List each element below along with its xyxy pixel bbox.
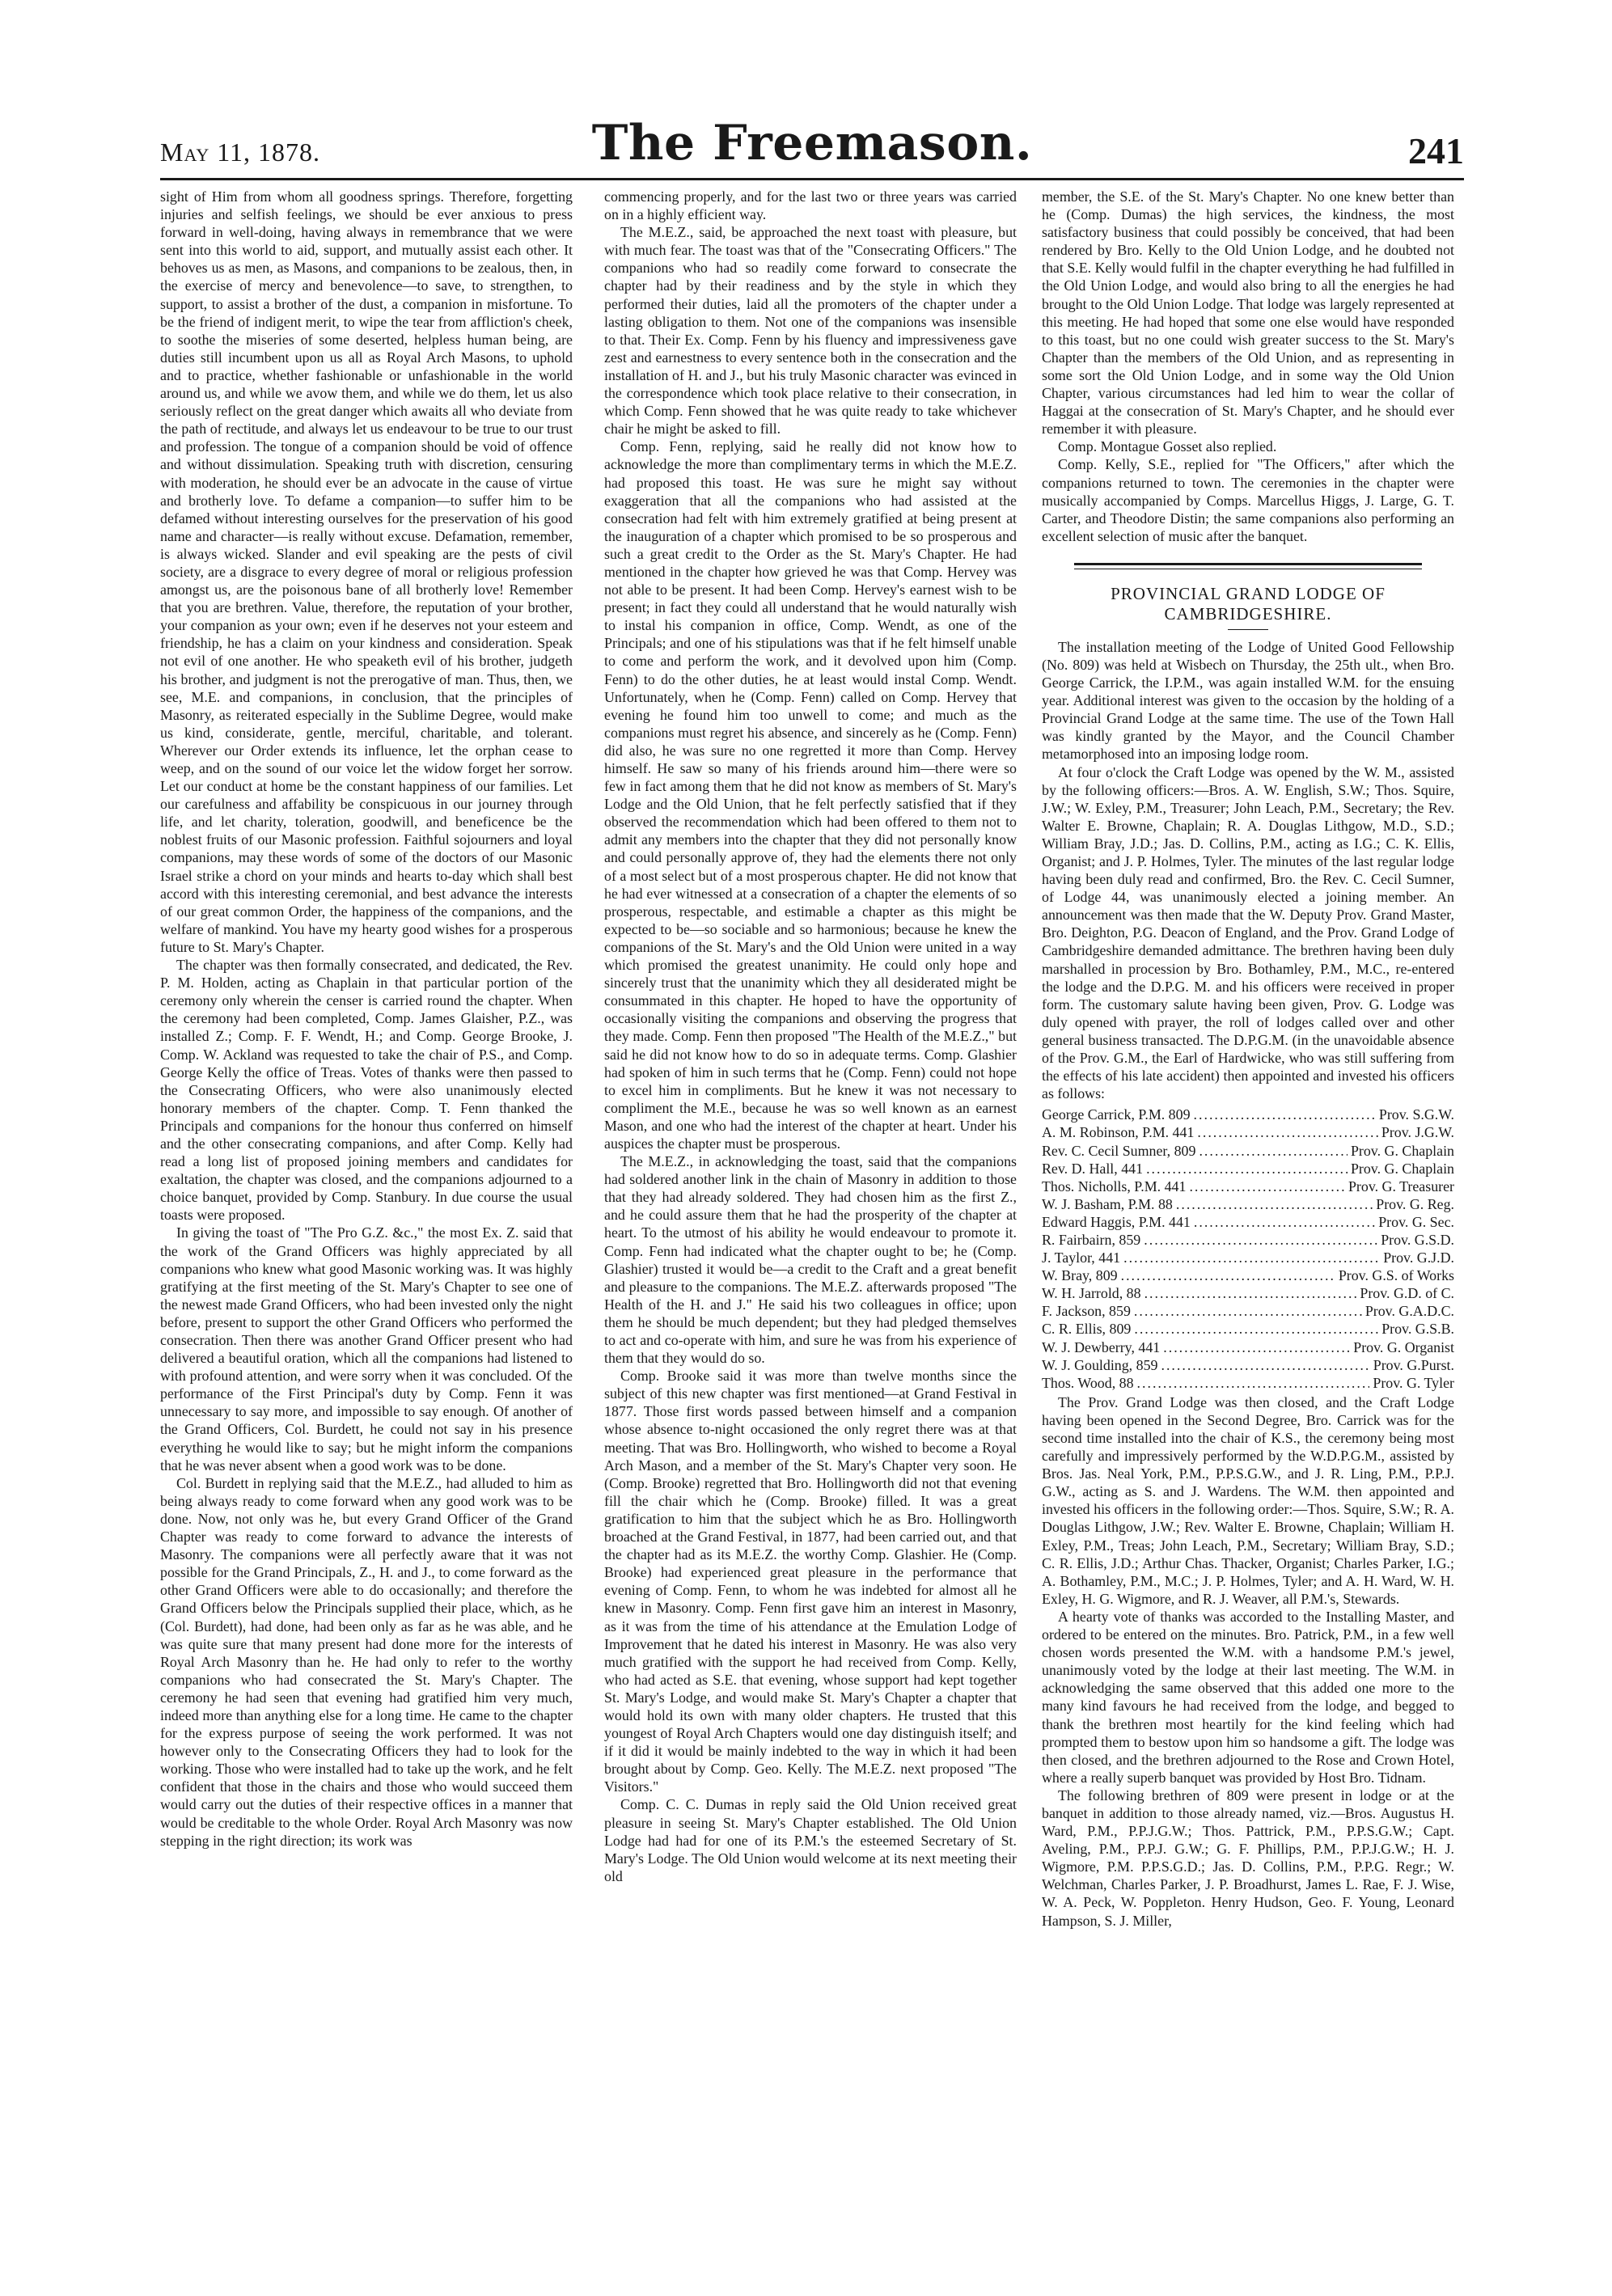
officer-name: Thos. Wood, 88: [1042, 1374, 1134, 1391]
paragraph: The M.E.Z., said, be approached the next toast with pleasure, but with much fear. The toast was that of the "Consecrating Officers." The companions who had so readily come forward to consecrate the chapter had by their readiness and by the style in which they performed their duties, laid all the promoters of the chapter under a lasting obligation to them. Not one of the companions was insensible to that. Their Ex. Comp. Fenn by his fluency and impressiveness gave zest and earnestness to every sentence both in the consecration and the installation of H. and J., but his truly Masonic character was evinced in the correspondence which took place relative to their consecration, in which Comp. Fenn showed that he was quite ready to take whichever chair he might be asked to fill.: [604, 224, 1017, 438]
paragraph: The Prov. Grand Lodge was then closed, and the Craft Lodge having been opened in the Second Degree, Bro. Carrick was for the second time installed into the chair of K.S., the ceremony being most carefully and impressively performed by the W.D.P.G.M., assisted by Bros. Jas. Neal York, P.M., P.P.S.G.W., and J. R. Ling, P.M., P.P.J. G.W., acting as S. and J. Wardens. The W.M. then appointed and invested his officers in the following order:—Thos. Squire, S.W.; R. A. Douglas Lithgow, J.W.; Rev. Walter E. Browne, Chaplain; William H. Exley, P.M., Treas; John Leach, P.M., Secretary; William Bray, S.D.; C. R. Ellis, J.D.; Arthur Chas. Thacker, Organist; Charles Parker, I.G.; A. Bothamley, P.M., M.C.; J. P. Holmes, Tyler; and A. H. Ward, W. H. Exley, H. G. Wigmore, and R. J. Weaver, all P.M.'s, Stewards.: [1042, 1393, 1454, 1607]
officer-row: [1042, 1178, 1454, 1195]
leader-dots: [1199, 1142, 1348, 1160]
officer-name: W. J. Goulding, 859: [1042, 1356, 1158, 1373]
officer-name: F. Jackson, 859: [1042, 1303, 1131, 1320]
column-3: [1042, 188, 1454, 1930]
paragraph: member, the S.E. of the St. Mary's Chapter. No one knew better than he (Comp. Dumas) the high services, the kindness, the most satisfactory business that could possibly be conceived, that had been rendered by Bro. Kelly to the Old Union Lodge, and he doubted not that S.E. Kelly would fulfil in the chapter everything he had fulfilled in the Old Union Lodge, and would also bring to all the energies he had brought to the Old Union Lodge. That lodge was largely represented at this meeting. He had hoped that some one else would have responded to this toast, but no one could wish greater success to the St. Mary's Chapter than the members of the Old Union, and as representing in some sort the Old Union Lodge, and in some way the Old Union Chapter, various circumstances had led him to wear the collar of Haggai at the consecration of St. Mary's Chapter, and he should ever remember it with pleasure.: [1042, 188, 1454, 438]
officer-name: George Carrick, P.M. 809: [1042, 1106, 1191, 1123]
paragraph: Comp. Kelly, S.E., replied for "The Officers," after which the companions returned to town. The ceremonies in the chapter were musically accompanied by Comps. Marcellus Higgs, J. Large, G. T. Carter, and Theodore Distin; the same companions also performing an excellent selection of music after the banquet.: [1042, 456, 1454, 544]
leader-dots: [1189, 1178, 1345, 1195]
officer-row: [1042, 1302, 1454, 1320]
officer-row: [1042, 1106, 1454, 1123]
issue-date: May 11, 1878.: [160, 137, 321, 167]
officer-name: W. J. Dewberry, 441: [1042, 1338, 1161, 1355]
paragraph: Comp. Montague Gosset also replied.: [1058, 438, 1277, 455]
officer-office: Prov. G.Purst.: [1373, 1356, 1454, 1373]
paragraph: The installation meeting of the Lodge of United Good Fellowship (No. 809) was held at Wisbech on Thursday, the 25th ult., when Bro. George Carrick, the I.P.M., was again installed W.M. for the ensuing year. Additional interest was given to the occasion by the holding of a Provincial Grand Lodge at the same time. The use of the Town Hall was kindly granted by the Mayor, and the Council Chamber metamorphosed into an imposing lodge room.: [1042, 638, 1454, 763]
section-heading: PROVINCIAL GRAND LODGE OF CAMBRIDGESHIRE.: [1111, 583, 1386, 624]
masthead-rule: [160, 178, 1464, 180]
leader-dots: [1134, 1320, 1378, 1338]
officer-row: [1042, 1249, 1454, 1266]
paragraph: The M.E.Z., in acknowledging the toast, said that the companions had soldered another link in the chain of Masonry in addition to those that they had already soldered. They had chosen him as the first Z., and he could assure them that he had the prosperity of the chapter at heart. To the utmost of his ability he would endeavour to promote it. Comp. Fenn had indicated what the chapter ought to be; he (Comp. Glashier) trusted it would be—a credit to the Craft and a great benefit and pleasure to the companions. The M.E.Z. afterwards proposed "The Health of the H. and J." He said his two colleagues in office; upon them he should be much dependent; but they had pledged themselves to act and co-operate with him, and sure he was from his experience of them that they would do so.: [604, 1153, 1017, 1367]
paragraph: Col. Burdett in replying said that the M.E.Z., had alluded to him as being always ready to come forward when any good work was to be done. Now, not only was he, but every Grand Officer of the Grand Chapter was ready to come forward to advance the interests of Masonry. The companions were all perfectly aware that it was not possible for the Grand Principals, Z., H. and J., to come forward as the other Grand Officers were able to do occasionally; and therefore the Grand Officers below the Principals supplied their place, which, as he (Col. Burdett), had done, had been only as far as he was able, and he was quite sure that many present had done more for the interests of Royal Arch Masonry than he. He had only to refer to the worthy companions who had consecrated the St. Mary's Chapter. The ceremony he had seen that evening had gratified him very much, indeed more than anything else for a long time. He came to the chapter for the express purpose of seeing the work performed. It was not however only to the Consecrating Officers they had to look for the working. Those who were installed had to take up the work, and he felt confident that those in the chairs and those who would succeed them would carry out the duties of their respective offices in a manner that would be creditable to the whole Order. Royal Arch Masonry was now stepping in the right direction; its work was: [160, 1474, 573, 1849]
officer-name: W. H. Jarrold, 88: [1042, 1285, 1141, 1302]
officer-office: Prov. G.J.D.: [1383, 1249, 1454, 1266]
officer-row: [1042, 1142, 1454, 1160]
leader-dots: [1123, 1249, 1380, 1266]
officer-row: [1042, 1231, 1454, 1249]
paragraph: At four o'clock the Craft Lodge was opened by the W. M., assisted by the following officers:—Bros. A. W. English, S.W.; Thos. Squire, J.W.; W. Exley, P.M., Treasurer; John Leach, P.M., Secretary; the Rev. Walter E. Browne, Chaplain; R. A. Douglas Lithgow, M.D., S.D.; William Bray, J.D.; Jas. D. Collins, P.M., acting as I.G.; C. K. Ellis, Organist; and J. P. Holmes, Tyler. The minutes of the last regular lodge having been duly read and confirmed, Bro. the Rev. C. Cecil Sumner, of Lodge 44, was unanimously elected a joining member. An announcement was then made that the W. Deputy Prov. Grand Master, Bro. Deighton, P.G. Deacon of England, and the Prov. Grand Lodge of Cambridgeshire demanded admittance. The brethren having been duly marshalled in procession by Bro. Bothamley, P.M., M.C., re-entered the lodge and the D.P.G. M. and his officers were received in proper form. The customary salute having been given, Prov. G. Lodge was duly opened with prayer, the roll of lodges called over and other general business transacted. The D.P.G.M. (in the unavoidable absence of the Prov. G.M., the Earl of Hardwicke, who was still suffering from the effects of his late accident) then appointed and invested his officers as follows:: [1042, 763, 1454, 1102]
heading-rule: [1228, 629, 1268, 630]
paragraph: The following brethren of 809 were present in lodge or at the banquet in addition to those already named, viz.—Bros. Augustus H. Ward, P.M., P.P.J.G.W.; Thos. Pattrick, P.M., P.P.S.G.W.; Capt. Aveling, P.M., P.P.J. G.W.; G. F. Phillips, P.M., P.P.J.G.W.; H. J. Wigmore, P.M. P.P.S.G.D.; Jas. D. Collins, P.M., P.P.G. Regr.; W. Welchman, Charles Parker, J. P. Broadhurst, James L. Rae, F. J. Wise, W. A. Peck, W. Poppleton. Henry Hudson, Geo. F. Young, Leonard Hampson, S. J. Miller,: [1042, 1786, 1454, 1929]
leader-dots: [1144, 1284, 1357, 1302]
officer-office: Prov. G. Organist: [1353, 1338, 1454, 1355]
leader-dots: [1121, 1266, 1335, 1284]
paragraph: Comp. C. C. Dumas in reply said the Old Union received great pleasure in seeing St. Mary's Chapter established. The Old Union Lodge had had for one of its P.M.'s the esteemed Secretary of St. Mary's Lodge. The Old Union would welcome at its next meeting their old: [604, 1796, 1017, 1884]
officer-row: [1042, 1266, 1454, 1284]
officer-row: [1042, 1320, 1454, 1338]
officer-name: W. J. Basham, P.M. 88: [1042, 1195, 1173, 1212]
leader-dots: [1194, 1213, 1375, 1231]
paragraph: commencing properly, and for the last two or three years was carried on in a highly efficient way.: [604, 188, 1017, 223]
officer-row: [1042, 1195, 1454, 1213]
officer-row: [1042, 1213, 1454, 1231]
officer-office: Prov. G. Reg.: [1376, 1195, 1454, 1212]
leader-dots: [1161, 1356, 1369, 1374]
officer-office: Prov. G. Treasurer: [1348, 1178, 1454, 1195]
officer-office: Prov. G. Tyler: [1373, 1374, 1454, 1391]
column-2: [604, 188, 1017, 1885]
officer-name: J. Taylor, 441: [1042, 1249, 1121, 1266]
paragraph: A hearty vote of thanks was accorded to the Installing Master, and ordered to be entered on the minutes. Bro. Patrick, P.M., in a few well chosen words presented the W.M. with a handsome P.M.'s jewel, unanimously voted by the lodge at their last meeting. The W.M. in acknowledging the same observed that this added one more to the many kind favours he had received from the lodge, and begged to thank the brethren most heartily for the kind feeling which had prompted them to bestow upon him so handsome a gift. The lodge was then closed, and the brethren adjourned to the Rose and Crown Hotel, where a really superb banquet was provided by Host Bro. Tidnam.: [1042, 1608, 1454, 1786]
leader-dots: [1134, 1302, 1362, 1320]
officer-row: [1042, 1284, 1454, 1302]
leader-dots: [1194, 1106, 1376, 1123]
officer-office: Prov. G.S. of Works: [1338, 1267, 1454, 1284]
officer-office: Prov. J.G.W.: [1381, 1124, 1454, 1141]
officer-name: Rev. D. Hall, 441: [1042, 1160, 1144, 1177]
paragraph: The chapter was then formally consecrated, and dedicated, the Rev. P. M. Holden, acting as Chaplain in that particular portion of the ceremony only wherein the censer is carried round the chapter. When the ceremony had been completed, Comp. James Glaisher, P.Z., was installed Z.; Comp. F. F. Wendt, H.; and Comp. George Brooke, J. Comp. W. Ackland was requested to take the chair of P.S., and Comp. George Kelly the office of Treas. Votes of thanks were then passed to the Consecrating Officers, who were also unanimously elected honorary members of the chapter. Comp. T. Fenn thanked the Principals and companions for the honour thus conferred on himself and the other consecrating companions, and after Comp. Kelly had read a long list of proposed joining members and candidates for exaltation, the chapter was closed, and the companions adjourned to a choice banquet, provided by Comp. Stanbury. In due course the usual toasts were proposed.: [160, 957, 573, 1224]
leader-dots: [1144, 1231, 1377, 1249]
officer-name: Edward Haggis, P.M. 441: [1042, 1213, 1191, 1230]
officer-row: [1042, 1160, 1454, 1178]
leader-dots: [1163, 1338, 1350, 1356]
officer-office: Prov. G.A.D.C.: [1364, 1303, 1454, 1320]
officer-office: Prov. G. Sec.: [1378, 1213, 1454, 1230]
masthead: [160, 115, 1464, 173]
officer-name: W. Bray, 809: [1042, 1267, 1118, 1284]
officer-row: [1042, 1338, 1454, 1356]
officer-row: [1042, 1356, 1454, 1374]
leader-dots: [1197, 1123, 1377, 1141]
officer-name: Thos. Nicholls, P.M. 441: [1042, 1178, 1187, 1195]
officer-name: Rev. C. Cecil Sumner, 809: [1042, 1142, 1196, 1159]
leader-dots: [1146, 1160, 1348, 1178]
officers-list: [1042, 1106, 1454, 1392]
officer-office: Prov. G.S.D.: [1381, 1231, 1454, 1248]
paragraph: Comp. Brooke said it was more than twelve months since the subject of this new chapter was first mentioned—at Grand Festival in 1877. Those first words passed between himself and a companion whose absence to-night occasioned the only regret there was at that meeting. That was Bro. Hollingworth, who wished to become a Royal Arch Mason, and a member of the St. Mary's Chapter very soon. He (Comp. Brooke) regretted that Bro. Hollingworth did not that evening fill the chair which he (Comp. Brooke) filled. It was a great gratification to him that the subject which he as Bro. Hollingworth broached at the Grand Festival, in 1877, had been carried out, and that the chapter had as its M.E.Z. the worthy Comp. Glashier. He (Comp. Brooke) had experienced great pleasure in the performance that evening of Comp. Fenn, to whom he was indebted for almost all he knew in Masonry. Comp. Fenn first gave him an interest in Masonry, as it was from the time of his attendance at the Emulation Lodge of Improvement that he dated his interest in Masonry. He was also very much gratified with the support he had received from Comp. Kelly, who had acted as S.E. that evening, whose support had kept together St. Mary's Lodge, and would make St. Mary's Chapter a chapter that would hold its own with many older chapters. He trusted that this youngest of Royal Arch Chapters would one day distinguish itself; and if it did it would be mainly indebted to the way in which it had been brought about by Comp. Geo. Kelly. The M.E.Z. next proposed "The Visitors.": [604, 1368, 1017, 1795]
paragraph: sight of Him from whom all goodness springs. Therefore, forgetting injuries and selfish feelings, we should be ever anxious to press forward in well-doing, having always in remembrance that we were sent into this world to aid, support, and mutually assist each other. It behoves us as men, as Masons, and companions to be zealous, then, in the exercise of mercy and benevolence—to save, to strengthen, to support, to assist a brother of the dust, a companion in misfortune. To be the friend of indigent merit, to wipe the tear from affliction's cheek, to soothe the miseries of some deserted, helpless human being, are duties still incumbent upon us all as Royal Arch Masons, to uphold and to practice, whether fashionable or unfashionable in the world around us, and while we avow them, and while we do them, let us also seriously reflect on the great danger which awaits all who deviate from the path of rectitude, and always let us endeavour to be true to our trust and profession. The tongue of a companion should be void of offence and without dissimulation. Speaking truth with discretion, censuring with moderation, he should ever be an advocate in the cause of virtue and brotherly love. To defame a companion—to suffer him to be defamed without interesting ourselves for the preservation of his good name and character—is really without excuse. Defamation, remember, is always wicked. Slander and evil speaking are the pests of civil society, are a disgrace to every degree of moral or religious profession amongst us, are the poisonous bane of all brotherly love! Remember that you are brethren. Value, therefore, the reputation of your brother, your companion as your own; even if he deserves not your esteem and friendship, he has a claim on your kindness and consideration. Speak not evil of one another. He who speaketh evil of his brother, judgeth his brother, and judgment is not the prerogative of man. Thus, then, we see, M.E. and companions, in conclusion, that the principles of Masonry, as reiterated especially in the Sublime Degree, would make us kind, considerate, gentle, merciful, charitable, and tolerant. Wherever our Order extends its influence, let the orphan cease to weep, and on the sound of our voice let the widow forget her sorrow. Let our conduct at home be the constant happiness of our families. Let our carefulness and affability be conspicuous in our journey through life, and let charity, toleration, goodwill, and beneficence be the noblest fruits of our Masonic profession. Faithful sojourners and loyal companions, may these words of some of the doctors of our Masonic Israel strike a chord on your minds and hearts to-day which shall best accord with this interesting ceremonial, and best advance the interests of our great common Order, the happiness of the companions, and the welfare of mankind. You have my hearty good wishes for a prosperous future to St. Mary's Chapter.: [160, 188, 573, 955]
officer-row: [1042, 1374, 1454, 1392]
paragraph: In giving the toast of "The Pro G.Z. &c.," the most Ex. Z. said that the work of the Grand Officers was highly appreciated by all companions who knew what good Masonic working was. It was highly gratifying at the first meeting of the St. Mary's Chapter to see one of the newest made Grand Officers, who had been invested only the night before, present to support the other Grand Officers who performed the consecration. Then there was another Grand Officer present who had delivered a beautiful oration, which all the companions had listened to with profound attention, and were sorry when it was concluded. Of the performance of the First Principal's duty by Comp. Fenn it was unnecessary to say more, and impossible to say enough. Of another of the Grand Officers, Col. Burdett, he could not say in his presence everything he would like to say; but he might inform the companions that he was never absent when a good work was to be done.: [160, 1224, 573, 1474]
officer-office: Prov. G.D. of C.: [1360, 1285, 1454, 1302]
officer-office: Prov. G.S.B.: [1381, 1321, 1454, 1338]
section-divider: [1074, 563, 1422, 569]
column-1: [160, 188, 573, 1850]
officer-name: C. R. Ellis, 809: [1042, 1321, 1132, 1338]
officer-row: [1042, 1123, 1454, 1141]
officer-name: A. M. Robinson, P.M. 441: [1042, 1124, 1195, 1141]
officer-name: R. Fairbairn, 859: [1042, 1231, 1141, 1248]
leader-dots: [1137, 1374, 1370, 1392]
paragraph: Comp. Fenn, replying, said he really did not know how to acknowledge the more than complimentary terms in which the M.E.Z. had proposed this toast. He was sure he might say without exaggeration that all the companions who had assisted at the consecration had felt with him extremely gratified at being present at the inauguration of a chapter which promised to be so prosperous and such a great credit to the Order as the St. Mary's Chapter. He had mentioned in the chapter how grieved he was that Comp. Hervey was not able to be present. It had been Comp. Hervey's earnest wish to be present; in fact they could all understand that he would naturally wish to instal his companion in office, Comp. Wendt, as one of the Principals; and one of his stipulations was that if he felt himself unable to come and perform the work, and it devolved upon him (Comp. Fenn) to do the other duties, he at least would instal Comp. Wendt. Unfortunately, when he (Comp. Fenn) called on Comp. Hervey that evening he found him too unwell to come; and much as the companions must regret his absence, and sincerely as he (Comp. Fenn) did also, he was sure no one regretted it more than Comp. Hervey himself. He saw so many of his friends around him—there were so few in fact among them that he did not know as members of St. Mary's Lodge and the Old Union, that he felt perfectly satisfied that if they observed the recommendation which had been offered to them not to admit any members into the chapter that they did not personally know and could personally approve of, they had the elements there not only of a most select but of a most prosperous chapter. He did not know that he had ever witnessed at a consecration of a chapter the elements of so prosperous, respectable, and estimable a chapter as this might be expected to be—so sociable and so harmonious; because he knew the companions of the St. Mary's and the Old Union were united in a way which promised the greatest unanimity. He could only hope and sincerely trust that the unanimity which they all desiderated might be consummated in this chapter. He hoped to have the opportunity of occasionally visiting the companions and observing the progress that they made. Comp. Fenn then proposed "The Health of the M.E.Z.," but said he did not know how to do so in adequate terms. Comp. Glashier had spoken of him in such terms that he (Comp. Fenn) could not hope to excel him in compliments. But he knew it was not necessary to compliment the M.E., because he was so well known as an earnest Mason, and one who had the interest of the chapter at heart. Under his auspices the chapter must be prosperous.: [604, 438, 1017, 1152]
officer-office: Prov. S.G.W.: [1378, 1106, 1454, 1123]
newspaper-title: The Freemason.: [591, 115, 1033, 171]
page-number: 241: [1408, 130, 1464, 171]
leader-dots: [1176, 1195, 1373, 1213]
officer-office: Prov. G. Chaplain: [1350, 1160, 1454, 1177]
officer-office: Prov. G. Chaplain: [1350, 1142, 1454, 1159]
